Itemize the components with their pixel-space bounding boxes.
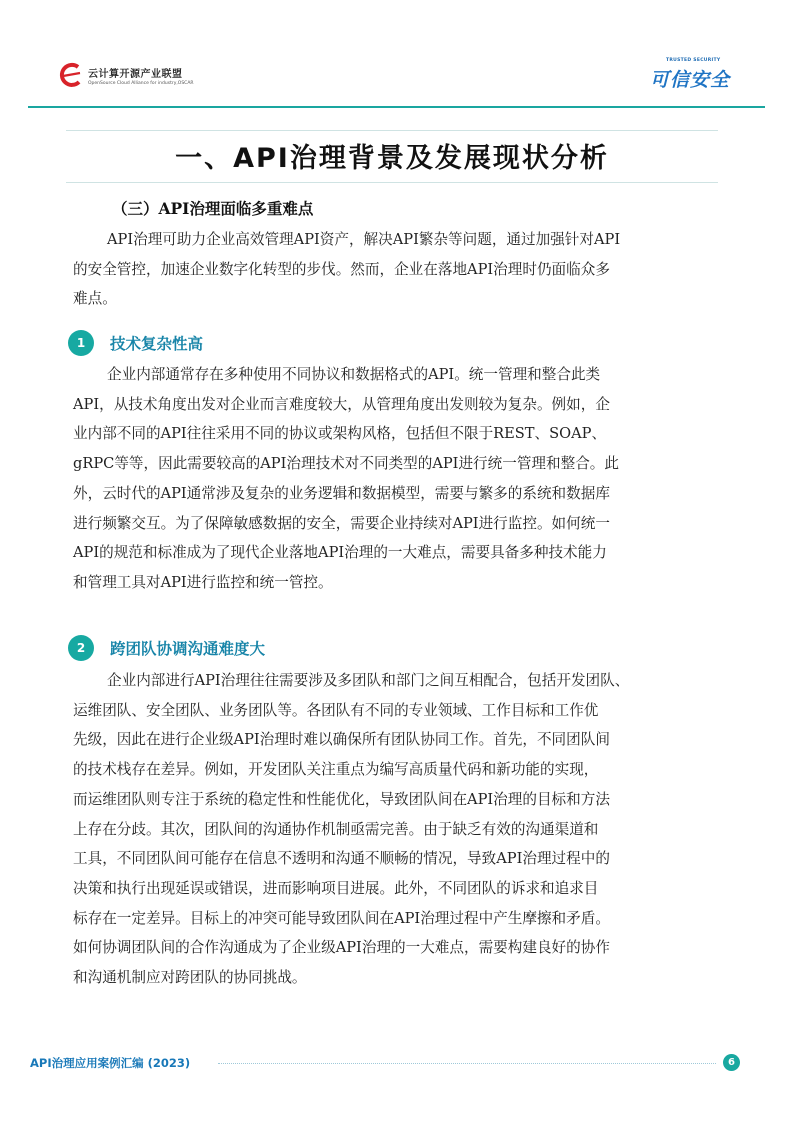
paragraph-line: 进行频繁交互。为了保障敏感数据的安全，需要企业持续对API进行监控。如何统一 (73, 514, 610, 532)
paragraph-line: API治理可助力企业高效管理API资产，解决API繁杂等问题，通过加强针对API (107, 231, 621, 248)
section-heading-1 (68, 330, 203, 356)
page-number-badge: 6 (723, 1054, 740, 1071)
section-heading-2 (68, 635, 265, 661)
paragraph-line: 企业内部通常存在多种使用不同协议和数据格式的API。统一管理和整合此类 (107, 366, 601, 383)
trusted-security-cn: 可信安全 (650, 69, 731, 91)
paragraph-line: 如何协调团队间的合作沟通成为了企业级API治理的一大难点，需要构建良好的协作 (73, 939, 610, 957)
paragraph-line: 业内部不同的API往往采用不同的协议或架构风格，包括但不限于REST、SOAP、 (73, 425, 607, 443)
section-2-paragraph (73, 666, 713, 993)
footer-doc-title: API治理应用案例汇编 (2023) (30, 1056, 191, 1070)
page-header (0, 0, 793, 110)
alliance-logo (58, 62, 194, 88)
paragraph-line: 和管理工具对API进行监控和统一管控。 (73, 573, 333, 591)
trusted-security-en: TRUSTED SECURITY (666, 58, 721, 63)
section-1-paragraph (73, 360, 713, 598)
section-title: 技术复杂性高 (110, 335, 204, 353)
alliance-logo-icon (58, 62, 84, 88)
page-footer (0, 1050, 793, 1080)
header-divider (28, 106, 765, 108)
paragraph-line: 先级，因此在进行企业级API治理时难以确保所有团队协同工作。首先，不同团队间 (73, 731, 610, 749)
paragraph-line: 上存在分歧。其次，团队间的沟通协作机制亟需完善。由于缺乏有效的沟通渠道和 (73, 820, 599, 838)
alliance-logo-en: OpenSource Cloud Alliance for industry,OSCAR (88, 80, 194, 86)
paragraph-line: 工具，不同团队间可能存在信息不透明和沟通不顺畅的情况，导致API治理过程中的 (73, 850, 610, 868)
paragraph-line: API的规范和标准成为了现代企业落地API治理的一大难点，需要具备多种技术能力 (73, 544, 607, 562)
section-number-badge: 2 (68, 635, 94, 661)
paragraph-line: 的安全管控，加速企业数字化转型的步伐。然而，企业在落地API治理时仍面临众多 (73, 260, 610, 278)
section-title: 跨团队协调沟通难度大 (110, 640, 266, 658)
title-divider-top (66, 130, 718, 131)
paragraph-line: 企业内部进行API治理往往需要涉及多团队和部门之间互相配合，包括开发团队、 (107, 672, 630, 689)
intro-paragraph (73, 225, 713, 314)
section-number-badge: 1 (68, 330, 94, 356)
paragraph-line: 决策和执行出现延误或错误，进而影响项目进展。此外，不同团队的诉求和追求目 (73, 879, 599, 897)
alliance-logo-cn: 云计算开源产业联盟 (88, 68, 183, 80)
paragraph-line: 外，云时代的API通常涉及复杂的业务逻辑和数据模型，需要与繁多的系统和数据库 (73, 484, 610, 502)
paragraph-line: 标存在一定差异。目标上的冲突可能导致团队间在API治理过程中产生摩擦和矛盾。 (73, 909, 610, 927)
paragraph-line: 和沟通机制应对跨团队的协同挑战。 (73, 969, 307, 987)
footer-dotted-divider (218, 1063, 716, 1064)
section-subheading: （三）API治理面临多重难点 (112, 199, 314, 218)
page-title: 一、API治理背景及发展现状分析 (175, 143, 609, 174)
title-divider-bottom (66, 182, 718, 183)
trusted-security-logo (646, 58, 736, 90)
paragraph-line: API，从技术角度出发对企业而言难度较大，从管理角度出发则较为复杂。例如，企 (73, 395, 610, 413)
paragraph-line: 运维团队、安全团队、业务团队等。各团队有不同的专业领域、工作目标和工作优 (73, 701, 599, 719)
paragraph-line: 的技术栈存在差异。例如，开发团队关注重点为编写高质量代码和新功能的实现， (73, 761, 599, 779)
paragraph-line: 难点。 (73, 290, 117, 308)
paragraph-line: 而运维团队则专注于系统的稳定性和性能优化，导致团队间在API治理的目标和方法 (73, 790, 610, 808)
paragraph-line: gRPC等等，因此需要较高的API治理技术对不同类型的API进行统一管理和整合。此 (73, 455, 619, 473)
